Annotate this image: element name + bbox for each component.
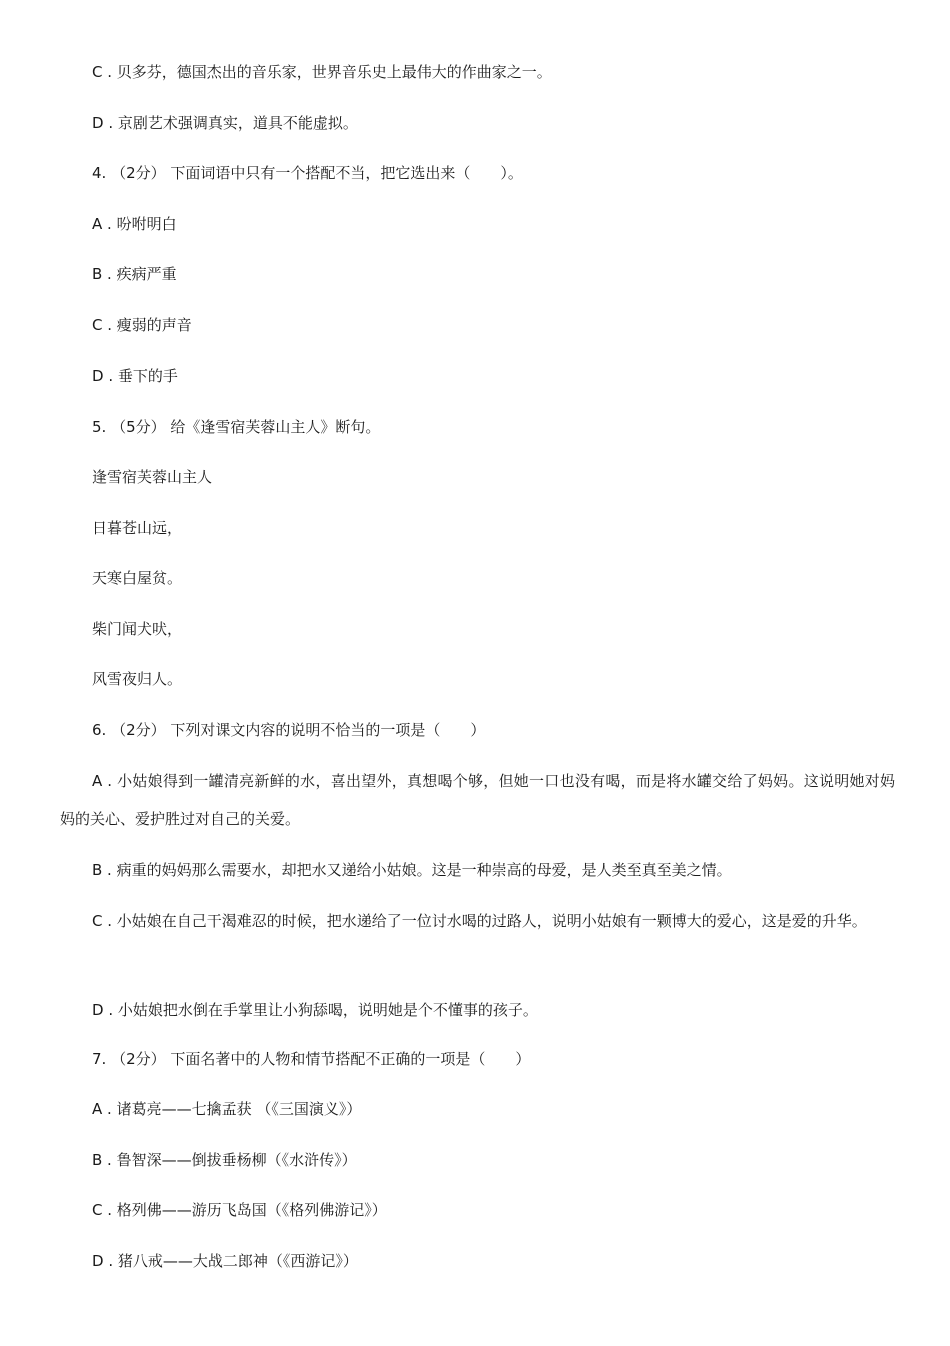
q6-option-b: B . 病重的妈妈那么需要水，却把水又递给小姑娘。这是一种崇高的母爱，是人类至真至美之情。	[92, 861, 732, 879]
q6-stem: 6. （2分） 下列对课文内容的说明不恰当的一项是（ ）	[92, 721, 486, 739]
q6-option-d: D . 小姑娘把水倒在手掌里让小狗舔喝，说明她是个不懂事的孩子。	[92, 1001, 538, 1019]
q5-poem-line-4: 风雪夜归人。	[92, 670, 183, 688]
q5-poem-title: 逢雪宿芙蓉山主人	[92, 468, 213, 486]
q6-option-a: A . 小姑娘得到一罐清亮新鲜的水，喜出望外，真想喝个够，但她一口也没有喝，而是将水罐交给了妈妈。这说明她对妈妈的关心、爱护胜过对自己的关爱。	[60, 772, 895, 828]
q6-option-c: C . 小姑娘在自己干渴难忍的时候，把水递给了一位讨水喝的过路人，说明小姑娘有一颗博大的爱心，这是爱的升华。	[92, 912, 867, 930]
q3-option-c: C . 贝多芬，德国杰出的音乐家，世界音乐史上最伟大的作曲家之一。	[92, 63, 552, 81]
q7-stem: 7. （2分） 下面名著中的人物和情节搭配不正确的一项是（ ）	[92, 1050, 531, 1068]
q5-poem-line-1: 日暮苍山远，	[92, 519, 183, 537]
q7-option-d: D . 猪八戒——大战二郎神（《西游记》）	[92, 1252, 358, 1270]
q5-poem-line-2: 天寒白屋贫。	[92, 569, 183, 587]
q5-stem: 5. （5分） 给《逢雪宿芙蓉山主人》断句。	[92, 418, 381, 436]
q7-option-c: C . 格列佛——游历飞岛国（《格列佛游记》）	[92, 1201, 387, 1219]
q3-option-d: D . 京剧艺术强调真实，道具不能虚拟。	[92, 114, 358, 132]
q7-option-b: B . 鲁智深——倒拔垂杨柳（《水浒传》）	[92, 1151, 357, 1169]
q4-option-b: B . 疾病严重	[92, 265, 177, 283]
q4-stem: 4. （2分） 下面词语中只有一个搭配不当，把它选出来（ ）。	[92, 164, 523, 182]
q4-option-a: A . 吩咐明白	[92, 215, 177, 233]
q7-option-a: A . 诸葛亮——七擒孟获 （《三国演义》）	[92, 1100, 362, 1118]
q4-option-d: D . 垂下的手	[92, 367, 178, 385]
q4-option-c: C . 瘦弱的声音	[92, 316, 192, 334]
q5-poem-line-3: 柴门闻犬吠，	[92, 620, 183, 638]
